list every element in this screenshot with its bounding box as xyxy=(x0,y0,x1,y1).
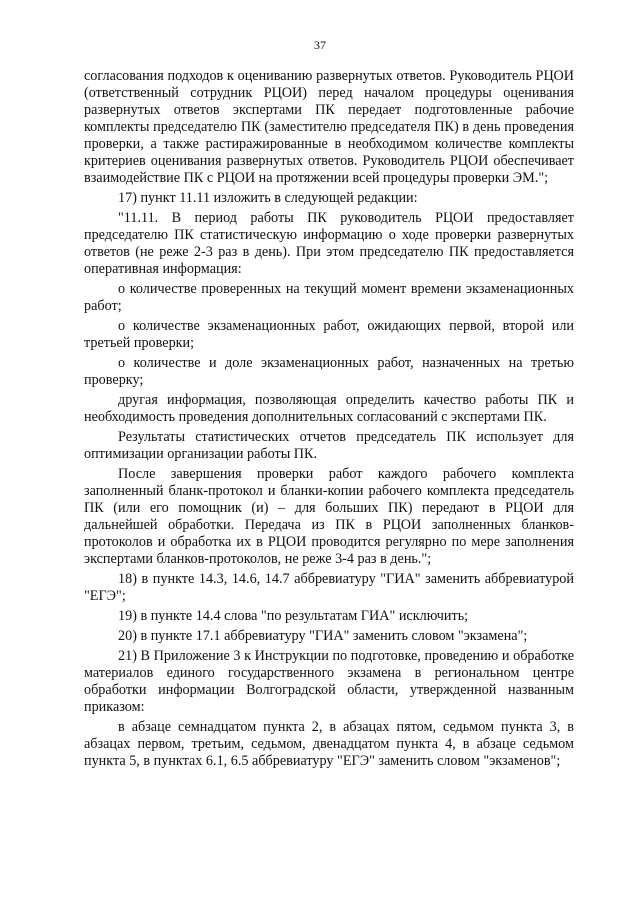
paragraph-item-21: 21) В Приложение 3 к Инструкции по подготовке, проведению и обработке материалов единого государственного экзамена в региональном центре обработки информации Волгоградской области, утвержденной названным приказом: xyxy=(84,648,574,715)
paragraph-item-17: 17) пункт 11.11 изложить в следующей редакции: xyxy=(118,190,418,206)
paragraph-item-19: 19) в пункте 14.4 слова "по результатам ГИА" исключить; xyxy=(118,608,469,624)
paragraph-intro-continuation: согласования подходов к оцениванию развернутых ответов. Руководитель РЦОИ (ответственный сотрудник РЦОИ) перед началом процедуры оценивания развернутых ответов экспертами ПК передает подготовленные рабочие комплекты председателю ПК (заместителю председателя ПК) в день проведения проверки, а также растиражированные в необходимом количестве комплекты критериев оценивания развернутых ответов. Руководитель РЦОИ обеспечивает взаимодействие ПК с РЦОИ на протяжении всей процедуры проверки ЭМ."; xyxy=(84,68,574,186)
paragraph-waiting-count: о количестве экзаменационных работ, ожидающих первой, второй или третьей проверки; xyxy=(84,318,574,351)
paragraph-after-check: После завершения проверки работ каждого рабочего комплекта заполненный бланк-протокол и бланки-копии рабочего комплекта председатель ПК (или его помощник (и) – для больших ПК) передают в РЦОИ для дальнейшей обработки. Передача из ПК в РЦОИ заполненных бланков-протоколов и обработка их в РЦОИ проводится регулярно по мере заполнения экспертами бланков-протоколов, не реже 3-4 раз в день."; xyxy=(84,466,574,567)
paragraph-checked-count: о количестве проверенных на текущий момент времени экзаменационных работ; xyxy=(84,281,574,314)
paragraph-item-18: 18) в пункте 14.3, 14.6, 14.7 аббревиатуру "ГИА" заменить аббревиатурой "ЕГЭ"; xyxy=(84,571,574,604)
paragraph-other-info: другая информация, позволяющая определить качество работы ПК и необходимость проведения дополнительных согласований с экспертами ПК. xyxy=(84,392,574,425)
paragraph-clause-11-11: "11.11. В период работы ПК руководитель РЦОИ предоставляет председателю ПК статистическую информацию о ходе проверки развернутых ответов (не реже 2-3 раз в день). При этом председателю ПК предоставляется оперативная информация: xyxy=(84,210,574,277)
page-number: 37 xyxy=(314,38,326,52)
paragraph-abbreviation-change: в абзаце семнадцатом пункта 2, в абзацах пятом, седьмом пункта 3, в абзацах первом, третьим, седьмом, двенадцатом пункта 4, в абзаце седьмом пункта 5, в пунктах 6.1, 6.5 аббревиатуру "ЕГЭ" заменить словом "экзаменов"; xyxy=(84,719,574,769)
document-body xyxy=(84,68,574,773)
paragraph-third-check: о количестве и доле экзаменационных работ, назначенных на третью проверку; xyxy=(84,355,574,388)
paragraph-statistics-use: Результаты статистических отчетов председатель ПК использует для оптимизации организации работы ПК. xyxy=(84,429,574,462)
paragraph-item-20: 20) в пункте 17.1 аббревиатуру "ГИА" заменить словом "экзамена"; xyxy=(118,628,528,644)
